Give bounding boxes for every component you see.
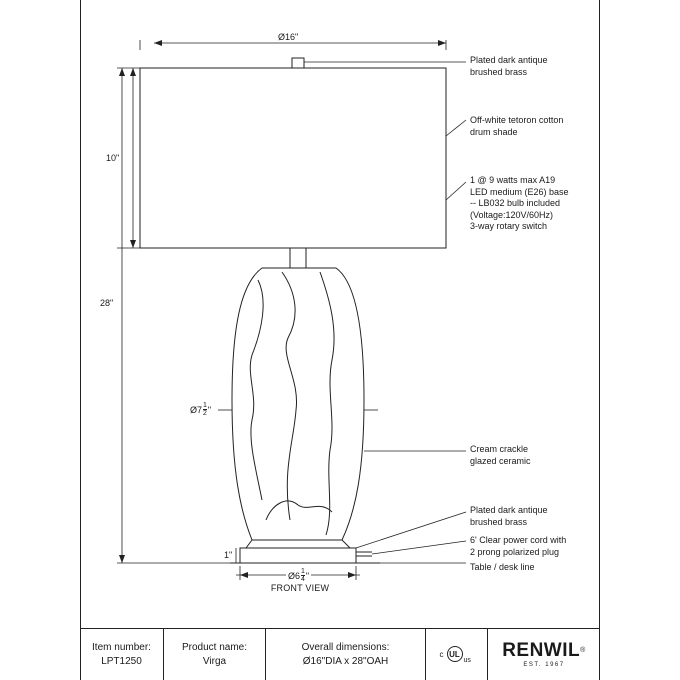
overall-dimensions-label: Overall dimensions: <box>301 641 390 653</box>
body-contour <box>266 501 332 520</box>
callout-cord: 6' Clear power cord with 2 prong polarized plug <box>470 535 567 557</box>
brand-logo: RENWIL® <box>502 639 586 661</box>
leader-base <box>356 512 466 548</box>
dim-base-height: 1" <box>224 550 233 560</box>
item-number-label: Item number: <box>92 641 151 653</box>
body-contour <box>320 272 334 535</box>
power-cord <box>356 552 372 556</box>
certification-cell <box>426 629 488 680</box>
callout-body: Cream crackle glazed ceramic <box>470 444 531 466</box>
dim-body-diameter: Ø7 1 2 " <box>190 402 212 417</box>
title-block <box>80 628 600 680</box>
neck <box>290 248 306 268</box>
leader-shade <box>446 120 466 136</box>
dim-overall-height: 28" <box>100 298 114 308</box>
dim-shade-height: 10" <box>106 153 120 163</box>
callout-shade: Off-white tetoron cotton drum shade <box>470 115 564 137</box>
body-contour <box>282 272 297 520</box>
product-name-value: Virga <box>202 655 227 667</box>
brand-established: EST. 1967 <box>523 661 565 668</box>
overall-dimensions-cell <box>266 629 426 680</box>
finial <box>292 58 304 68</box>
view-label: FRONT VIEW <box>270 583 330 593</box>
item-number-value: LPT1250 <box>101 655 142 667</box>
body-contour <box>250 280 263 500</box>
callout-base: Plated dark antique brushed brass <box>470 505 548 527</box>
callout-finial: Plated dark antique brushed brass <box>470 55 548 77</box>
drum-shade <box>140 68 446 248</box>
brand-cell <box>488 629 600 680</box>
dim-base-diameter: Ø6 1 4 " <box>288 568 310 583</box>
product-name-label: Product name: <box>181 641 248 653</box>
item-number-cell <box>80 629 164 680</box>
cul-us-certification-icon: c UL us <box>440 646 474 664</box>
leader-cord <box>372 541 466 554</box>
base-plate <box>240 548 356 563</box>
product-name-cell <box>164 629 266 680</box>
callout-table: Table / desk line <box>470 562 535 572</box>
overall-dimensions-value: Ø16"DIA x 28"OAH <box>302 655 389 667</box>
callout-bulb: 1 @ 9 watts max A19 LED medium (E26) base -- LB032 bulb included (Voltage:120V/60Hz) 3-way rotary switch <box>470 175 569 231</box>
ceramic-body <box>232 268 364 540</box>
leader-bulb <box>446 182 466 200</box>
dim-shade-diameter: Ø16" <box>278 32 299 42</box>
